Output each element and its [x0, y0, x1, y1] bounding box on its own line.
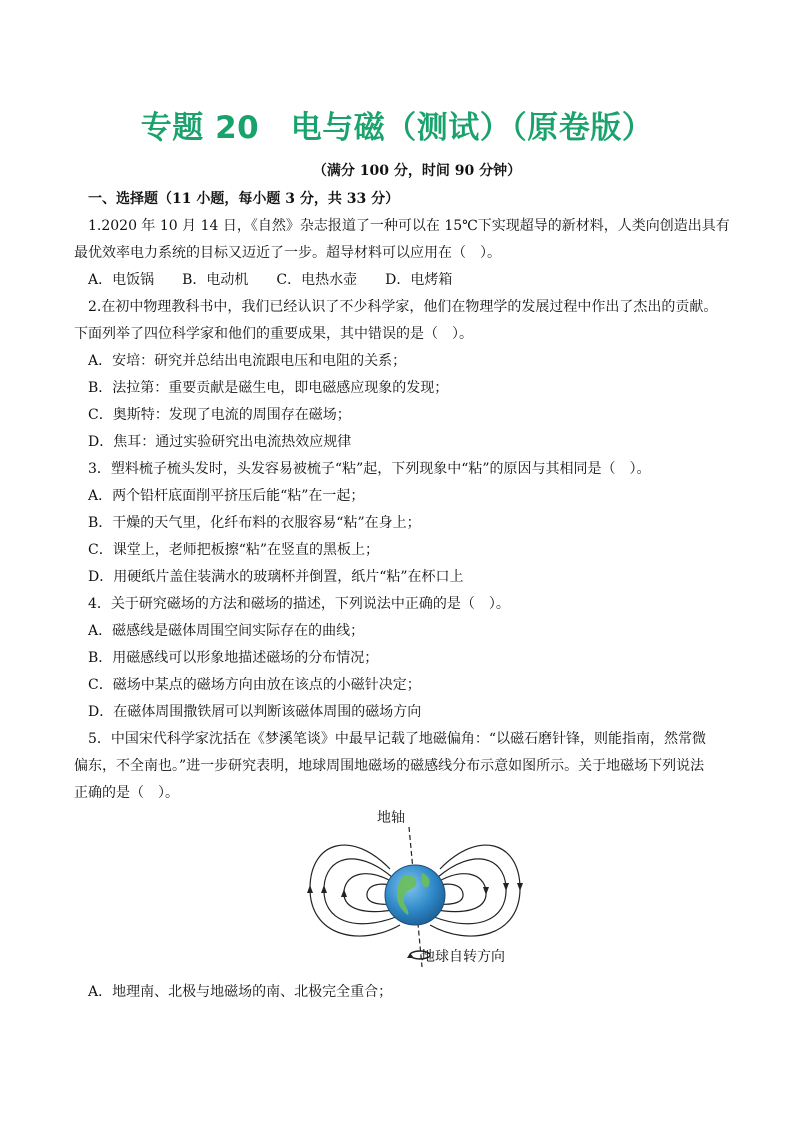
question-4: [74, 591, 724, 726]
rotation-label: 地球自转方向: [421, 949, 505, 965]
question-text: 5．中国宋代科学家沈括在《梦溪笔谈》中最早记载了地磁偏角：“以磁石磨针锋，则能指南，然常微: [88, 731, 707, 747]
option-c: C．课堂上，老师把板擦“粘”在竖直的黑板上；: [88, 542, 380, 558]
question-3: [74, 456, 724, 591]
geomagnetic-field-figure: [74, 807, 724, 979]
document-subtitle: （满分 100 分，时间 90 分钟）: [312, 163, 522, 179]
axis-label: 地轴: [377, 810, 405, 826]
option-b: B．用磁感线可以形象地描述磁场的分布情况；: [88, 650, 379, 666]
question-text: 2.在初中物理教科书中，我们已经认识了不少科学家，他们在物理学的发展过程中作出了杰出的贡献。: [88, 299, 718, 315]
option-b: B．法拉第：重要贡献是磁生电，即电磁感应现象的发现；: [88, 380, 449, 396]
option-d: D．用硬纸片盖住装满水的玻璃杯并倒置，纸片“粘”在杯口上: [88, 569, 464, 585]
question-text: 偏东，不全南也。”进一步研究表明，地球周围地磁场的磁感线分布示意如图所示。关于地磁场下列说法: [74, 758, 705, 774]
option-b: B．干燥的天气里，化纤布料的衣服容易“粘”在身上；: [88, 515, 421, 531]
question-text: 4．关于研究磁场的方法和磁场的描述，下列说法中正确的是（ ）。: [88, 596, 510, 612]
globe-icon: [385, 865, 445, 925]
question-text: 下面列举了四位科学家和他们的重要成果，其中错误的是（ ）。: [74, 326, 473, 342]
option-c: C．磁场中某点的磁场方向由放在该点的小磁针决定；: [88, 677, 421, 693]
document-title: 专题 20 电与磁（测试）（原卷版）: [140, 110, 654, 146]
question-text: 正确的是（ ）。: [74, 785, 179, 801]
question-options: A．电饭锅 B．电动机 C．电热水壶 D．电烤箱: [88, 272, 453, 288]
question-text: 1.2020 年 10 月 14 日，《自然》杂志报道了一种可以在 15℃下实现超导的新材料，人类向创造出具有: [88, 218, 730, 234]
question-5: [74, 726, 724, 1006]
option-a: A．磁感线是磁体周围空间实际存在的曲线；: [88, 623, 365, 639]
option-c: C．奥斯特：发现了电流的周围存在磁场；: [88, 407, 351, 423]
option-d: D．焦耳：通过实验研究出电流热效应规律: [88, 434, 352, 450]
question-1: [74, 213, 730, 294]
section-heading: 一、选择题（11 小题，每小题 3 分，共 33 分）: [88, 191, 400, 207]
content: [74, 186, 730, 1006]
question-2: [74, 294, 724, 456]
question-text: 最优效率电力系统的目标又迈近了一步。超导材料可以应用在（ ）。: [74, 245, 501, 261]
question-text: 3．塑料梳子梳头发时，头发容易被梳子“粘”起，下列现象中“粘”的原因与其相同是（ ）。: [88, 461, 651, 477]
option-d: D．在磁体周围撒铁屑可以判断该磁体周围的磁场方向: [88, 704, 422, 720]
option-a: A．地理南、北极与地磁场的南、北极完全重合；: [88, 984, 393, 1000]
option-a: A．两个铅杆底面削平挤压后能“粘”在一起；: [88, 488, 365, 504]
option-a: A．安培：研究并总结出电流跟电压和电阻的关系；: [88, 353, 407, 369]
